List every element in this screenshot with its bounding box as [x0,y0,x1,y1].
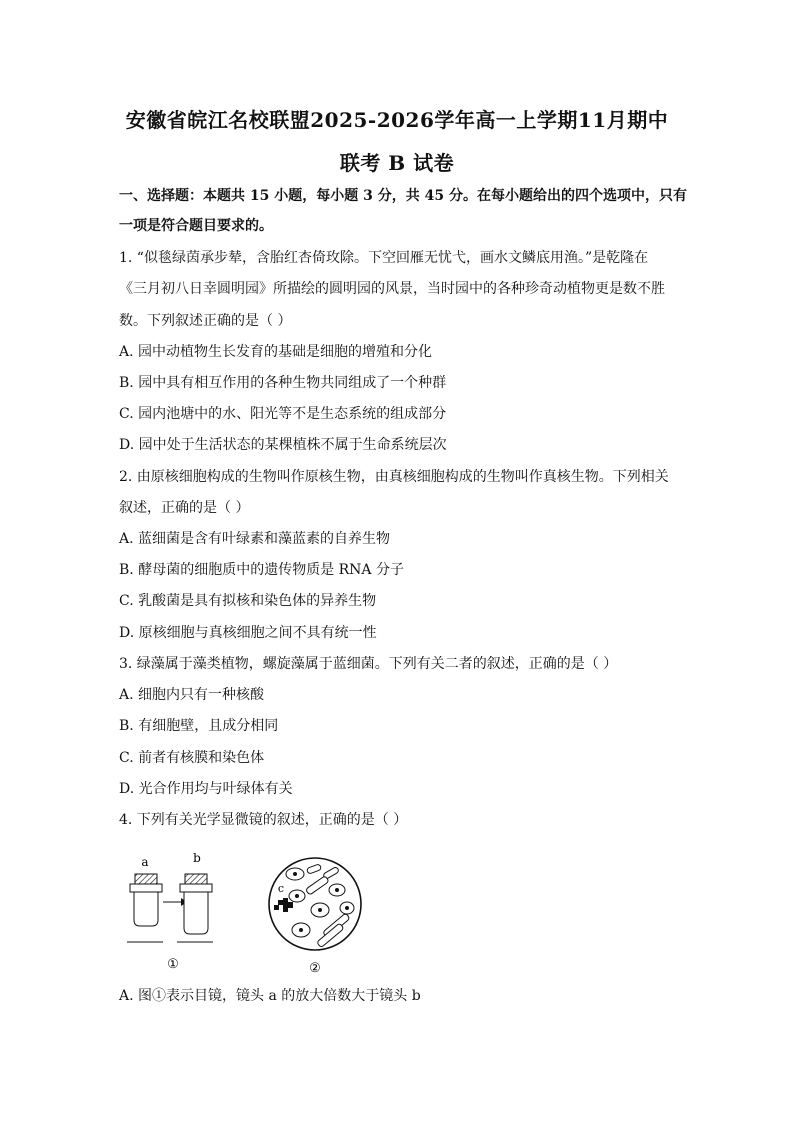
question-4-stem-line1: 4. 下列有关光学显微镜的叙述，正确的是（ ） [119,812,408,828]
question-1-stem-line1: 1. “似毯绿茵承步辇，含胎红杏倚玫除。下空回雁无忧弋，画水文鳞底用渔。”是乾隆在 [119,250,649,266]
question-3-stem-line1: 3. 绿藻属于藻类植物，螺旋藻属于蓝细菌。下列有关二者的叙述，正确的是（ ） [119,656,618,672]
label-c: c [277,882,285,895]
microscope-figure [125,852,365,982]
question-1-option-c: C. 园内池塘中的水、阳光等不是生态系统的组成部分 [119,406,447,422]
caption-figure-1: ① [167,957,179,972]
question-2-option-a: A. 蓝细菌是含有叶绿素和藻蓝素的自养生物 [119,531,391,547]
exam-title-line2: 联考 B 试卷 [339,151,455,175]
objective-lens-a [127,874,163,942]
question-3-option-d: D. 光合作用均与叶绿体有关 [119,781,293,797]
question-4-option-a: A. 图①表示目镜，镜头 a 的放大倍数大于镜头 b [119,988,421,1004]
question-3-option-b: B. 有细胞壁，且成分相同 [119,718,279,734]
question-2-stem-line1: 2. 由原核细胞构成的生物叫作原核生物，由真核细胞构成的生物叫作真核生物。下列相关 [119,469,669,485]
question-3-option-c: C. 前者有核膜和染色体 [119,750,265,766]
question-1-option-a: A. 园中动植物生长发育的基础是细胞的增殖和分化 [119,344,433,360]
question-3-option-a: A. 细胞内只有一种核酸 [119,687,265,703]
arrow-icon [163,898,187,906]
exam-title-line1: 安徽省皖江名校联盟2025-2026学年高一上学期11月期中 [125,108,669,132]
question-1-stem-line3: 数。下列叙述正确的是（ ） [119,313,292,329]
question-2-option-d: D. 原核细胞与真核细胞之间不具有统一性 [119,625,377,641]
question-2-stem-line2: 叙述，正确的是（ ） [119,500,250,516]
section-heading-line1: 一、选择题：本题共 15 小题，每小题 3 分，共 45 分。在每小题给出的四个选项中，只有 [119,188,687,204]
question-2-option-b: B. 酵母菌的细胞质中的遗传物质是 RNA 分子 [119,562,404,578]
field-of-view [269,858,361,950]
objective-lens-b [177,874,213,942]
question-2-option-c: C. 乳酸菌是具有拟核和染色体的异养生物 [119,593,377,609]
question-1-option-d: D. 园中处于生活状态的某棵植株不属于生命系统层次 [119,437,447,453]
question-1-stem-line2: 《三月初八日幸圆明园》所描绘的圆明园的风景，当时园中的各种珍奇动植物更是数不胜 [119,281,665,297]
section-heading-line2: 一项是符合题目要求的。 [119,218,273,234]
question-1-option-b: B. 园中具有相互作用的各种生物共同组成了一个种群 [119,375,447,391]
label-b: b [193,852,201,865]
caption-figure-2: ② [309,961,321,976]
label-a: a [141,855,149,869]
